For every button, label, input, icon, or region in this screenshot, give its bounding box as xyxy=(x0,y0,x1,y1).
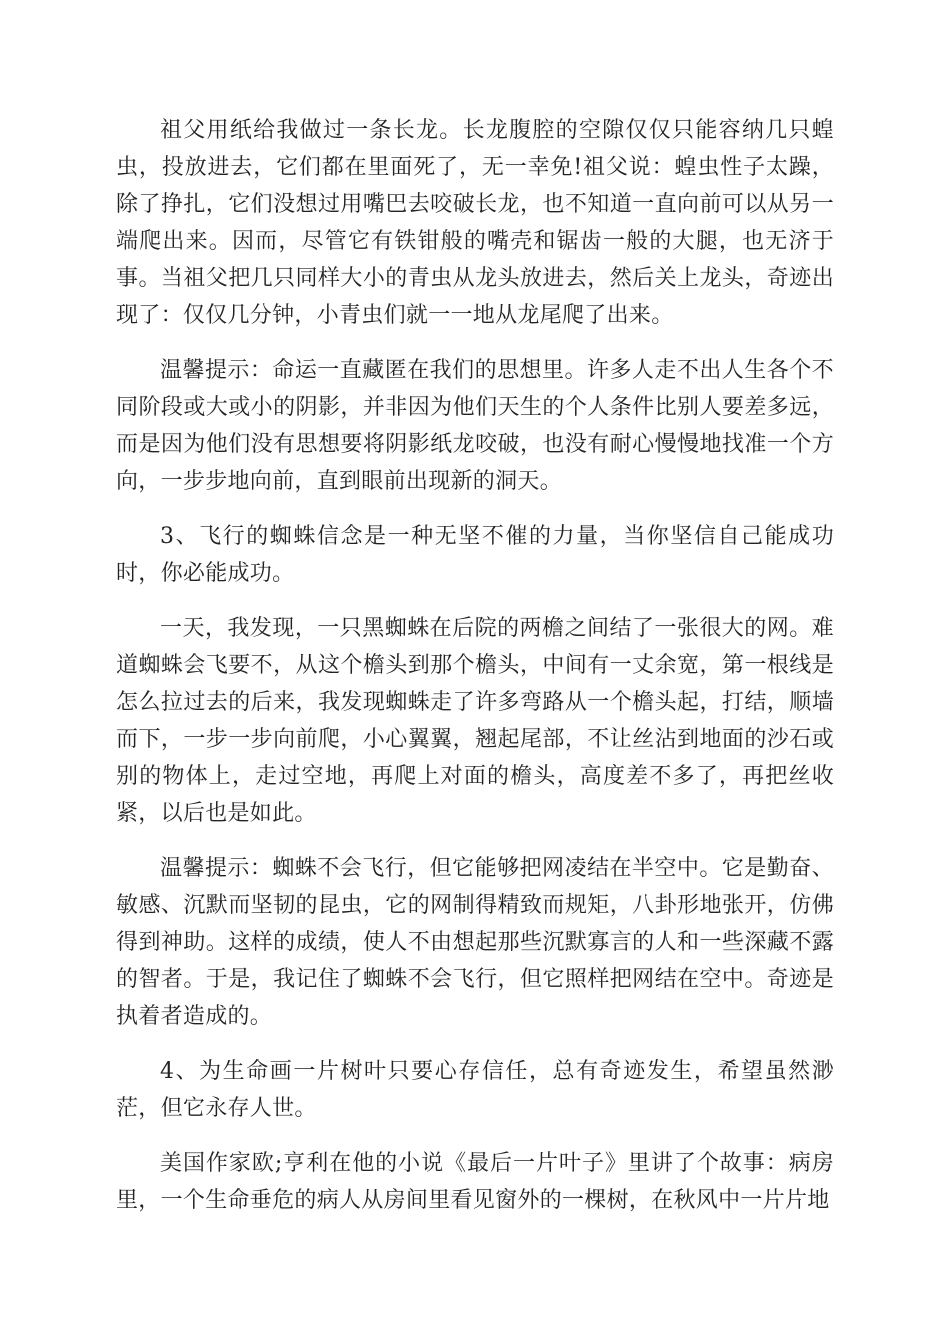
paragraph-tip-spider: 温馨提示：蜘蛛不会飞行，但它能够把网凌结在半空中。它是勤奋、敏感、沉默而坚韧的昆虫，它的网制得精致而规矩，八卦形地张开，仿佛得到神助。这样的成绩，使人不由想起那些沉默寡言的人和一些深藏不露的智者。于是，我记住了蜘蛛不会飞行，但它照样把网结在空中。奇迹是执着者造成的。 xyxy=(116,856,834,1029)
heading-draw-leaf: 4、为生命画一片树叶只要心存信任，总有奇迹发生，希望虽然渺茫，但它永存人世。 xyxy=(116,1059,834,1121)
paragraph-spider-story: 一天，我发现，一只黑蜘蛛在后院的两檐之间结了一张很大的网。难道蜘蛛会飞要不，从这个檐头到那个檐头，中间有一丈余宽，第一根线是怎么拉过去的后来，我发现蜘蛛走了许多弯路从一个檐头起，打结，顺墙而下，一步一步向前爬，小心翼翼，翘起尾部，不让丝沾到地面的沙石或别的物体上，走过空地，再爬上对面的檐头，高度差不多了，再把丝收紧，以后也是如此。 xyxy=(116,616,834,826)
heading-flying-spider: 3、飞行的蜘蛛信念是一种无坚不催的力量，当你坚信自己能成功时，你必能成功。 xyxy=(116,524,834,586)
paragraph-tip-fate: 温馨提示：命运一直藏匿在我们的思想里。许多人走不出人生各个不同阶段或大或小的阴影，并非因为他们天生的个人条件比别人要差多远，而是因为他们没有思想要将阴影纸龙咬破，也没有耐心慢慢地找准一个方向，一步步地向前，直到眼前出现新的洞天。 xyxy=(116,358,834,494)
document-body xyxy=(116,112,834,1237)
paragraph-last-leaf: 美国作家欧;亨利在他的小说《最后一片叶子》里讲了个故事：病房里，一个生命垂危的病人从房间里看见窗外的一棵树，在秋风中一片片地 xyxy=(116,1151,834,1213)
paragraph-dragon-story: 祖父用纸给我做过一条长龙。长龙腹腔的空隙仅仅只能容纳几只蝗虫，投放进去，它们都在里面死了，无一幸免!祖父说：蝗虫性子太躁，除了挣扎，它们没想过用嘴巴去咬破长龙，也不知道一直向前可以从另一端爬出来。因而，尽管它有铁钳般的嘴壳和锯齿一般的大腿，也无济于事。当祖父把几只同样大小的青虫从龙头放进去，然后关上龙头，奇迹出现了：仅仅几分钟，小青虫们就一一地从龙尾爬了出来。 xyxy=(116,118,834,328)
